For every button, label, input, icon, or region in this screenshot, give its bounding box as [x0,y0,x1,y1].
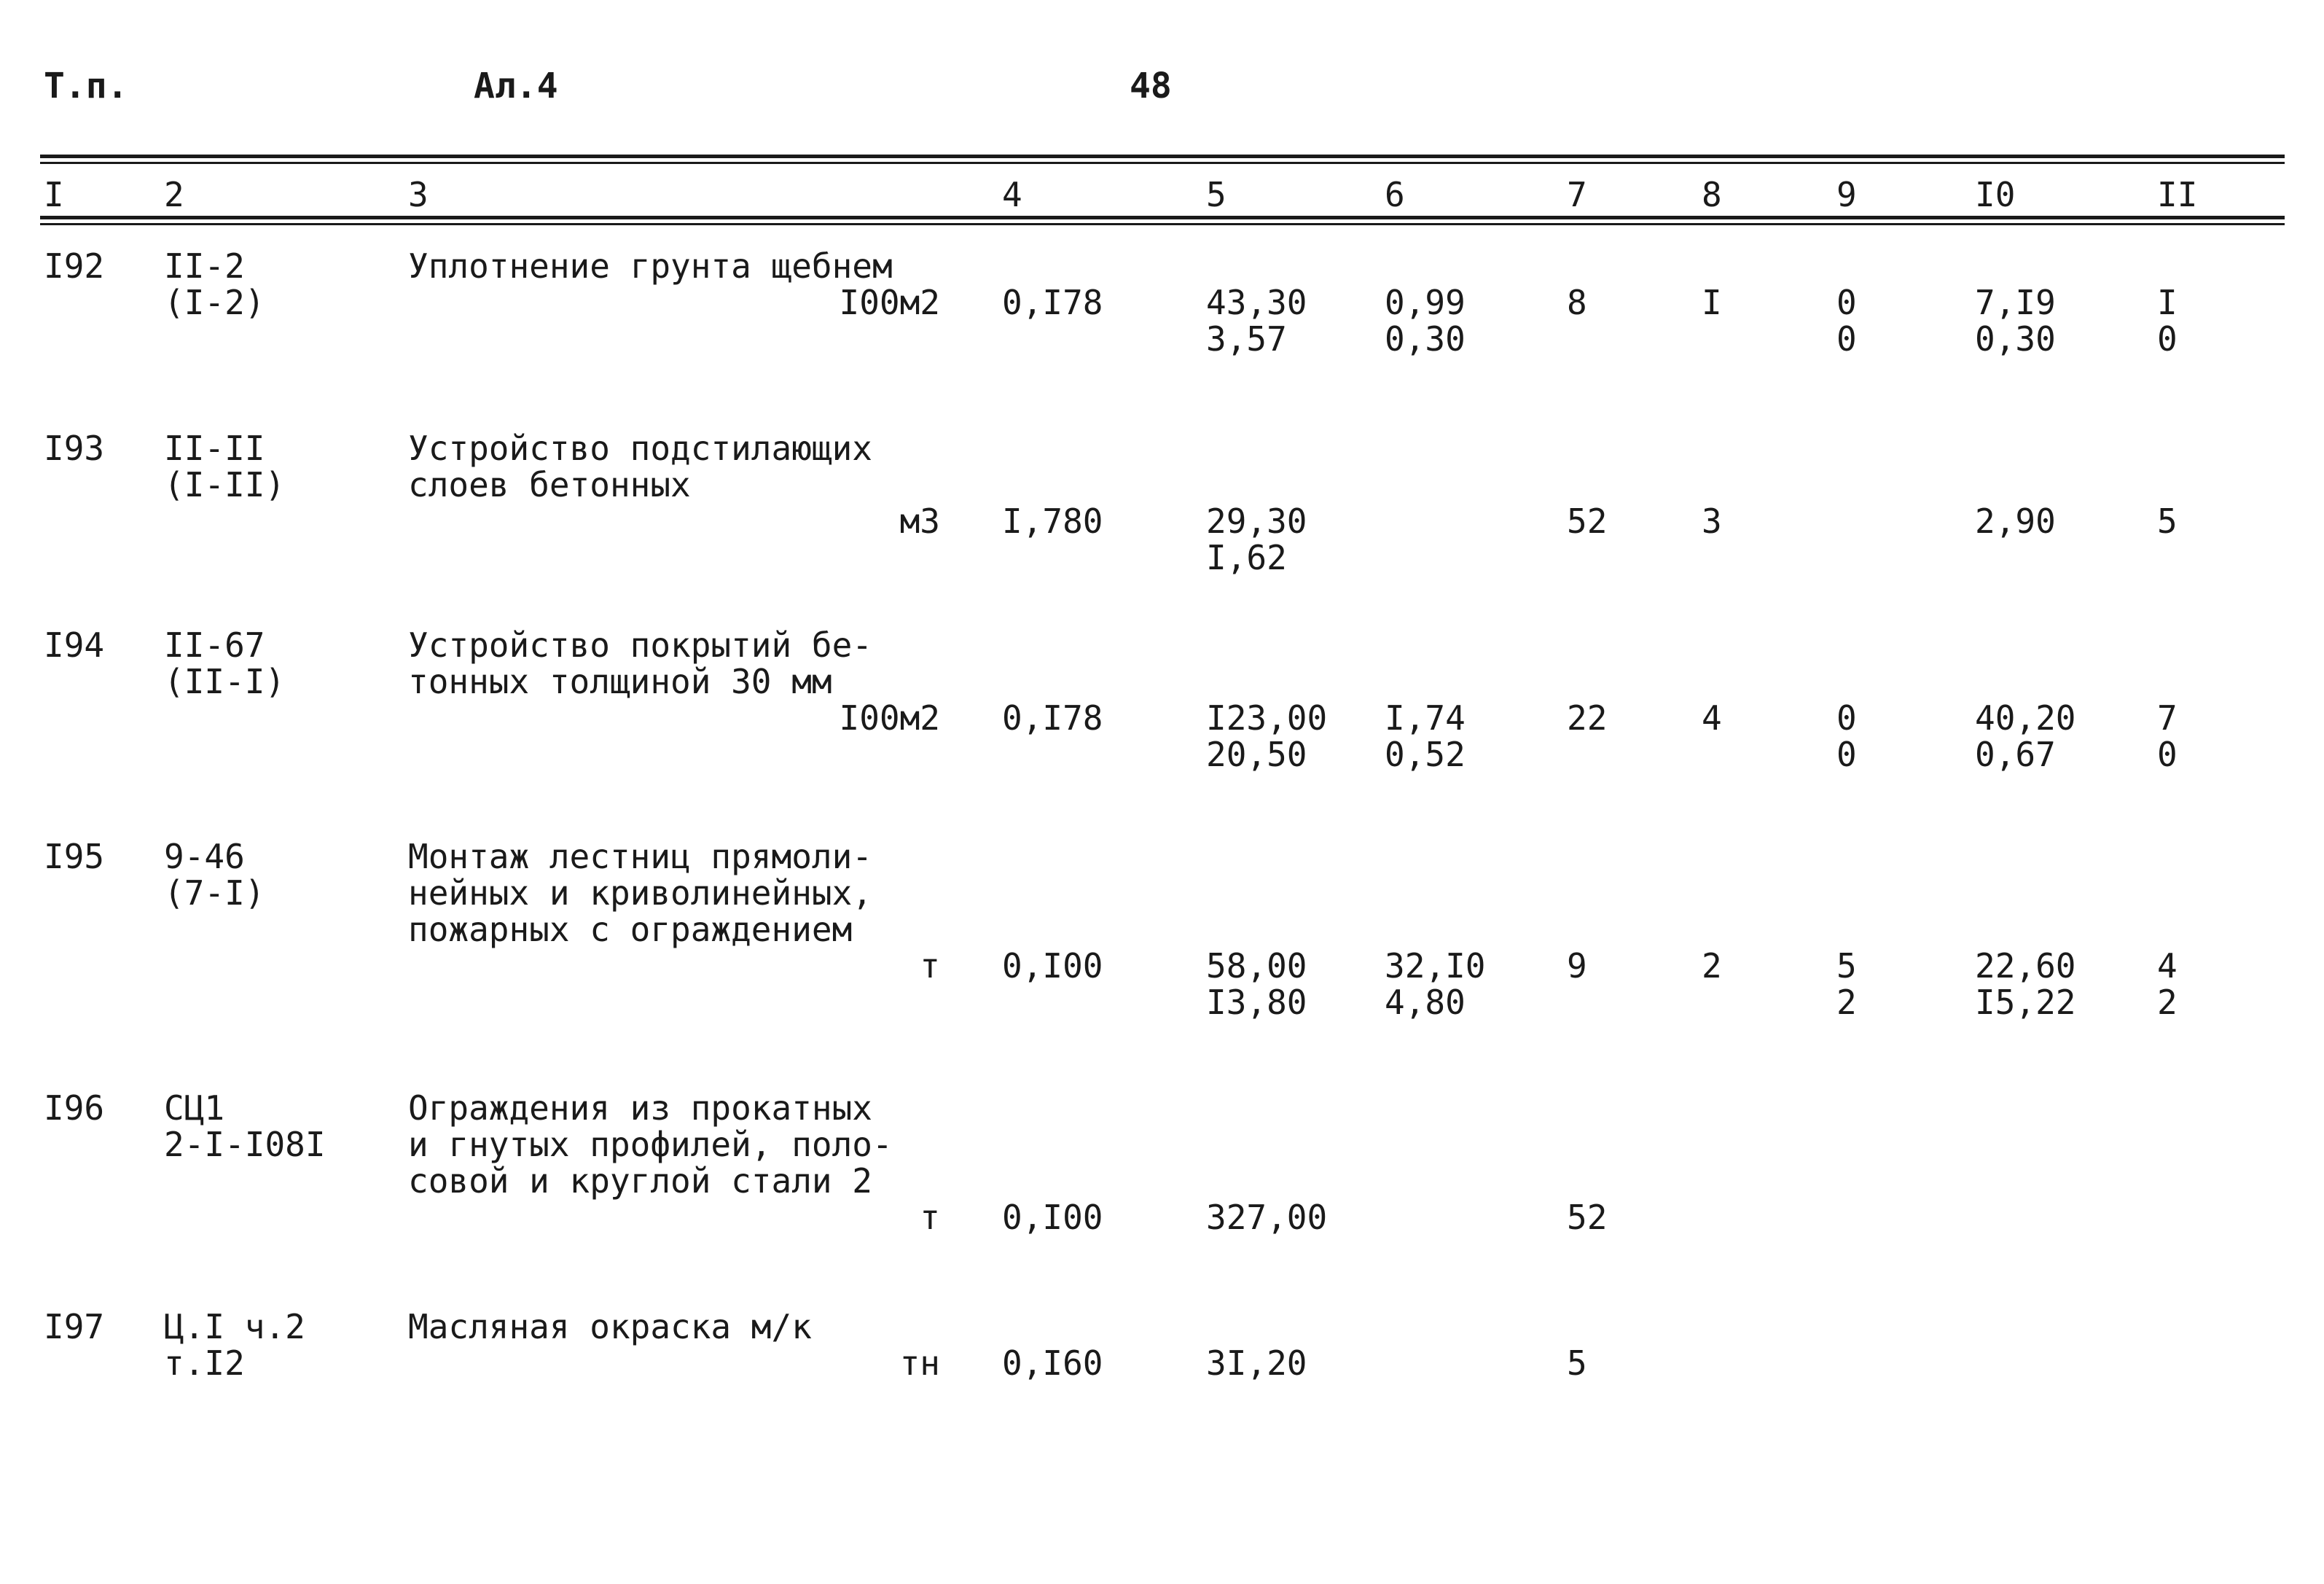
cost-total-line: 29,30 [1206,502,1307,541]
description-line: Устройство покрытий бе- [408,625,872,665]
cost-total [1206,503,1307,576]
labor-machines-line: 0 [1836,319,1857,359]
unit-of-measure: тн [899,1343,940,1383]
labor-machines [1836,948,1857,1021]
description-line: слоев бетонных [408,465,691,504]
price-code [164,248,265,321]
wage-machines [2157,503,2178,539]
description-line: пожарных с ограждением [408,910,853,949]
page-header [0,66,2324,117]
cost-machines-line: 0,52 [1385,735,1466,774]
price-code-line: СЦ1 [164,1088,225,1128]
labor-cost: 52 [1567,502,1608,541]
labor-machines-line: 0 [1836,735,1857,774]
wage-machines-line: 0 [2157,735,2178,774]
price-code-line: 9-46 [164,837,245,876]
labor-machines [1836,700,1857,773]
labor-machines-line: 5 [1836,946,1857,986]
wage-machines [2157,700,2178,773]
description-line: нейных и криволинейных, [408,873,872,913]
wage-total-line: 0,30 [1975,319,2056,359]
price-code-line: II-67 [164,625,265,665]
doc-type-label: Т.п. [44,66,128,106]
cost-total-line: 20,50 [1206,735,1307,774]
price-code-line: 2-I-I08I [164,1125,326,1164]
row-number: I93 [44,429,105,468]
column-header: 7 [1567,175,1587,214]
column-header: 6 [1385,175,1405,214]
table-row [0,627,2324,838]
price-code [164,430,285,503]
cost-machines-line: I,74 [1385,698,1466,738]
column-header: 8 [1702,175,1722,214]
table-row [0,838,2324,1090]
wage-total [1975,503,2056,539]
unit-of-measure: м3 [899,502,940,541]
price-code-line: (II-I) [164,662,286,701]
top-rule [40,155,2285,158]
cost-total-line: 3I,20 [1206,1343,1307,1383]
quantity: 0,I78 [1002,283,1103,322]
column-header: II [2157,175,2198,214]
description-line: и гнутых профилей, поло- [408,1125,893,1164]
quantity: 0,I60 [1002,1343,1103,1383]
cost-machines [1385,284,1466,357]
cost-total [1206,1199,1327,1236]
labor-machines-line: 0 [1836,283,1857,322]
wage-machines-line: 5 [2157,502,2178,541]
wage-machines-line: 0 [2157,319,2178,359]
cost-total-line: 43,30 [1206,283,1307,322]
wage-machines-line: I [2157,283,2178,322]
wage-total-line: I5,22 [1975,983,2076,1022]
labor-count: 2 [1702,946,1722,986]
wage-machines-line: 7 [2157,698,2178,738]
header-bottom-rule-thin [40,223,2285,225]
wage-total-line: 0,67 [1975,735,2056,774]
price-code [164,838,265,911]
unit-of-measure: т [920,1198,940,1237]
cost-machines [1385,948,1485,1021]
description-line: Масляная окраска м/к [408,1307,812,1346]
column-header: I [44,175,64,214]
labor-cost: 22 [1567,698,1608,738]
cost-total [1206,948,1307,1021]
price-code [164,627,285,700]
wage-machines-line: 2 [2157,983,2178,1022]
cost-total [1206,1345,1307,1381]
table-body [0,248,2324,1425]
work-description [408,248,962,321]
labor-machines-line: 0 [1836,698,1857,738]
column-header: 9 [1836,175,1857,214]
labor-cost: 8 [1567,283,1587,322]
quantity: 0,I00 [1002,1198,1103,1237]
quantity: 0,I78 [1002,698,1103,738]
description-line: тонных толщиной 30 мм [408,662,832,701]
price-code [164,1090,326,1163]
cost-total-line: 327,00 [1206,1198,1328,1237]
labor-count: I [1702,283,1722,322]
labor-machines-line: 2 [1836,983,1857,1022]
top-rule-thin [40,162,2285,164]
header-bottom-rule [40,216,2285,219]
quantity: 0,I00 [1002,946,1103,986]
unit-of-measure: I00м2 [839,283,940,322]
sheet-label: Ал.4 [474,66,558,106]
price-code-line: Ц.I ч.2 [164,1307,305,1346]
price-code-line: т.I2 [164,1343,245,1383]
table-row [0,1308,2324,1425]
description-line: Устройство подстилающих [408,429,872,468]
work-description [408,838,962,984]
cost-total-line: 58,00 [1206,946,1307,986]
cost-machines-line: 0,99 [1385,283,1466,322]
row-number: I96 [44,1088,105,1128]
column-header: 2 [164,175,184,214]
column-header: I0 [1975,175,2016,214]
labor-machines [1836,284,1857,357]
price-code-line: II-II [164,429,265,468]
cost-machines-line: 0,30 [1385,319,1466,359]
cost-machines-line: 4,80 [1385,983,1466,1022]
column-header: 4 [1002,175,1022,214]
unit-of-measure: I00м2 [839,698,940,738]
row-number: I95 [44,837,105,876]
row-number: I92 [44,246,105,286]
table-row [0,430,2324,627]
quantity: I,780 [1002,502,1103,541]
description-line: Уплотнение грунта щебнем [408,246,893,286]
price-code-line: (I-2) [164,283,265,322]
wage-machines [2157,948,2178,1021]
labor-count: 3 [1702,502,1722,541]
wage-total [1975,700,2075,773]
price-code-line: (I-II) [164,465,286,504]
cost-machines [1385,700,1466,773]
table-row [0,248,2324,430]
cost-total-line: 3,57 [1206,319,1287,359]
column-header: 3 [408,175,429,214]
cost-total-line: I,62 [1206,538,1287,577]
wage-machines [2157,284,2178,357]
row-number: I97 [44,1307,105,1346]
wage-total [1975,948,2075,1021]
wage-total-line: 22,60 [1975,946,2076,986]
work-description [408,430,962,539]
cost-total [1206,284,1307,357]
work-description [408,1090,962,1236]
price-code [164,1308,305,1381]
table-row [0,1090,2324,1308]
work-description [408,1308,962,1381]
price-code-line: (7-I) [164,873,265,913]
column-header-row [0,175,2324,216]
wage-machines-line: 4 [2157,946,2178,986]
description-line: Монтаж лестниц прямоли- [408,837,872,876]
price-code-line: II-2 [164,246,245,286]
description-line: совой и круглой стали 2 [408,1161,872,1201]
labor-cost: 5 [1567,1343,1587,1383]
column-header: 5 [1206,175,1226,214]
wage-total-line: 40,20 [1975,698,2076,738]
wage-total-line: 7,I9 [1975,283,2056,322]
cost-total-line: I3,80 [1206,983,1307,1022]
cost-total-line: I23,00 [1206,698,1328,738]
labor-cost: 9 [1567,946,1587,986]
work-description [408,627,962,736]
row-number: I94 [44,625,105,665]
wage-total [1975,284,2056,357]
labor-count: 4 [1702,698,1722,738]
labor-cost: 52 [1567,1198,1608,1237]
unit-of-measure: т [920,946,940,986]
description-line: Ограждения из прокатных [408,1088,872,1128]
cost-machines-line: 32,I0 [1385,946,1486,986]
wage-total-line: 2,90 [1975,502,2056,541]
page-number: 48 [1130,66,1172,106]
cost-total [1206,700,1327,773]
